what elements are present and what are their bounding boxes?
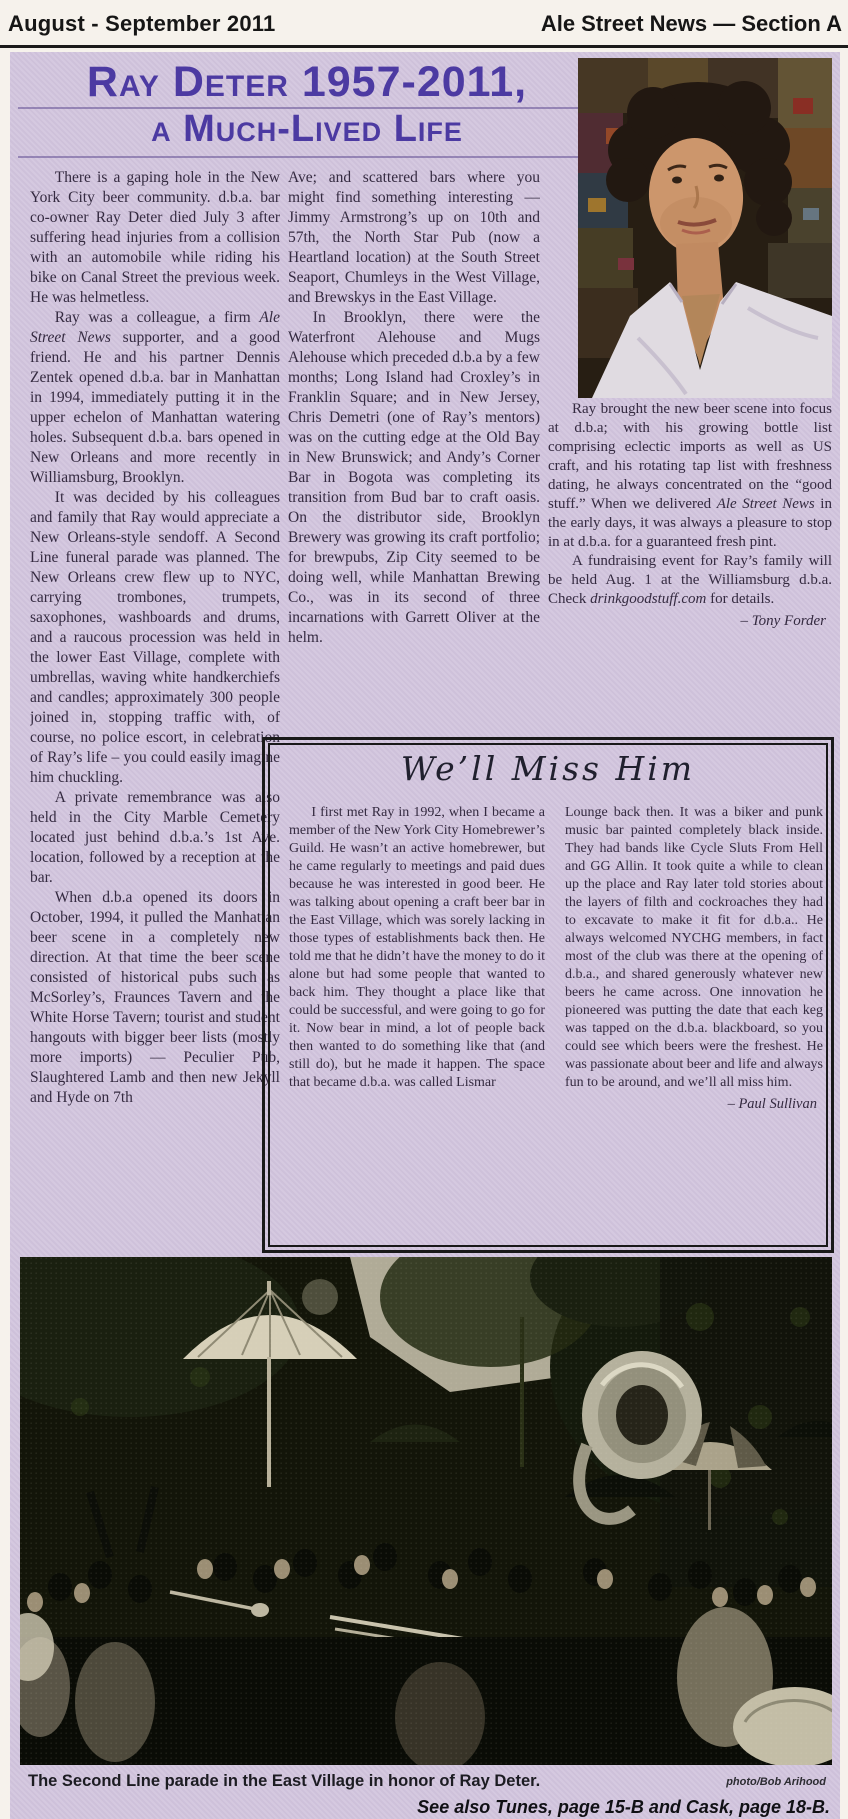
ray-deter-photo [578,58,832,398]
photo-caption: The Second Line parade in the East Village in honor of Ray Deter. [28,1772,541,1790]
memorial-column-right [565,804,823,1238]
paragraph: Lounge back then. It was a biker and punk music bar painted completely black inside. They had bands like Cycle Sluts From Hell and GG Allin. It took quite a while to clean up the place and Ray later told stories about the layers of filth and cockroaches they had to excavate to make it fit for d.b.a.. He always welcomed NYCHG members, in fact most of the club was there at the opening of d.b.a., and shared generously whatever new beers he came across. One innovation he pioneered was putting the date that each keg was tapped on the d.b.a. blackboard, so you could see which beers were the freshest. He was passionate about beer and life and always fun to be around, and we’ll all miss him. [565,805,823,1090]
article-column-right-text [548,400,832,609]
ray-deter-photo-art [578,58,832,398]
header-rule [0,45,848,48]
article-column-left [30,168,280,1238]
issue-date: August - September 2011 [8,11,276,36]
memorial-signature: – Paul Sullivan [727,1096,817,1112]
memorial-title: We’ll Miss Him [400,749,696,788]
memorial-column-right-text [565,804,823,1092]
paragraph: It was decided by his colleagues and family that Ray would appreciate a New Orleans-style sendoff. A Second Line funeral parade was planned. The New Orleans crew flew up to NYC, carrying trombones, trumpets, saxophones, washboards and drums, and a raucous procession was held in the lower East Village, complete with umbrellas, waving white handkerchiefs and candles; approximately 300 people joined in, stopping traffic with, of course, no police escort, in celebration of Ray’s life – you could easily imagine him chuckling. [30,489,280,786]
article-column-middle [288,168,540,730]
paragraph: In Brooklyn, there were the Waterfront Alehouse and Mugs Alehouse which preceded d.b.a by a few months; Long Island had Croxley’s in Franklin Square; and in New Jersey, Chris Demetri (one of Ray’s mentors) was on the cutting edge at the Old Bay in New Brunswick; and Andy’s Corner Bar in Bogota was completing its transition from Bud bar to craft oasis. On the distributor side, Brooklyn Brewery was growing its craft portfolio; for brewpubs, Zip City seemed to be doing well, while Manhattan Brewing Co., was in its second of three incarnations with Garrett Oliver at the helm. [288,309,540,646]
paragraph: A private remembrance was also held in the City Marble Cemetery located just behind d.b.a.’s 1st Ave. location, followed by a reception at the bar. [30,789,280,886]
paragraph: I first met Ray in 1992, when I became a member of the New York City Homebrewer’s Guild. He wasn’t an active homebrewer, but he came regularly to meetings and paid dues because he was interested in good beer. He was talking about opening a craft beer bar in the East Village, which was sorely lacking in those types of establishments back then. He told me that he didn’t have the money to do it alone but had some people that wanted to back him. They thought a place like that could be successful, and were going to go for it. Now bear in mind, a lot of people back then wanted to do something like that (and still do), but he made it happen. The space that became d.b.a. was called Lismar [289,805,545,1090]
masthead: Ale Street News — Section A [540,11,842,36]
paragraph: Ray brought the new beer scene into focus at d.b.a; with his growing bottle list comprising eclectic imports as well as US craft, and his rotating tap list with freshness dating, he always concentrated on the “good stuff.” When we delivered Ale Street News in the early days, it was always a pleasure to stop in at d.b.a. for a guaranteed fresh pint. [548,401,832,550]
article-headline [26,58,588,152]
memorial-column-left [289,804,545,1238]
parade-photo [20,1257,832,1765]
paragraph: There is a gaping hole in the New York City beer community. d.b.a. bar co-owner Ray Deter died July 3 after suffering head injuries from a collision with an automobile while riding his bike on Canal Street the previous week. He was helmetless. [30,169,280,306]
paragraph: When d.b.a opened its doors in October, 1994, it pulled the Manhattan beer scene in a completely new direction. At that time the beer scene consisted of historical pubs such as McSorley’s, Fraunces Tavern and the White Horse Tavern; tourist and student hangouts with bigger beer lists (mostly more imports) — Peculier Pub, Slaughtered Lamb and then new Jekyll and Hyde on 7th [30,889,280,1106]
headline-line2: a Much-Lived Life [151,108,463,150]
article-column-right [548,400,832,732]
parade-photo-art [20,1257,832,1765]
paragraph: A fundraising event for Ray’s family will be held Aug. 1 at the Williamsburg d.b.a. Check drinkgoodstuff.com for details. [548,553,832,607]
see-also-note: See also Tunes, page 15-B and Cask, page 18-B. [417,1797,830,1817]
memorial-box [262,737,834,1253]
headline-rule-bottom [18,156,598,158]
article-signature: – Tony Forder [740,613,826,629]
headline-line1: Ray Deter 1957-2011, [86,58,528,106]
paragraph: Ave; and scattered bars where you might find something interesting — Jimmy Armstrong’s up on 10th and 57th, the North Star Pub (now a Heartland location) at the South Street Seaport, Chumleys in the West Village, and Brewskys in the East Village. [288,169,540,306]
paragraph: Ray was a colleague, a firm Ale Street News supporter, and a good friend. He and his partner Dennis Zentek opened d.b.a. bar in Manhattan in 1994, immediately putting it in the upper echelon of Manhattan watering holes. Subsequent d.b.a. bars opened in New Orleans and more recently in Williamsburg, Brooklyn. [30,309,280,486]
photo-credit: photo/Bob Arihood [726,1776,826,1788]
